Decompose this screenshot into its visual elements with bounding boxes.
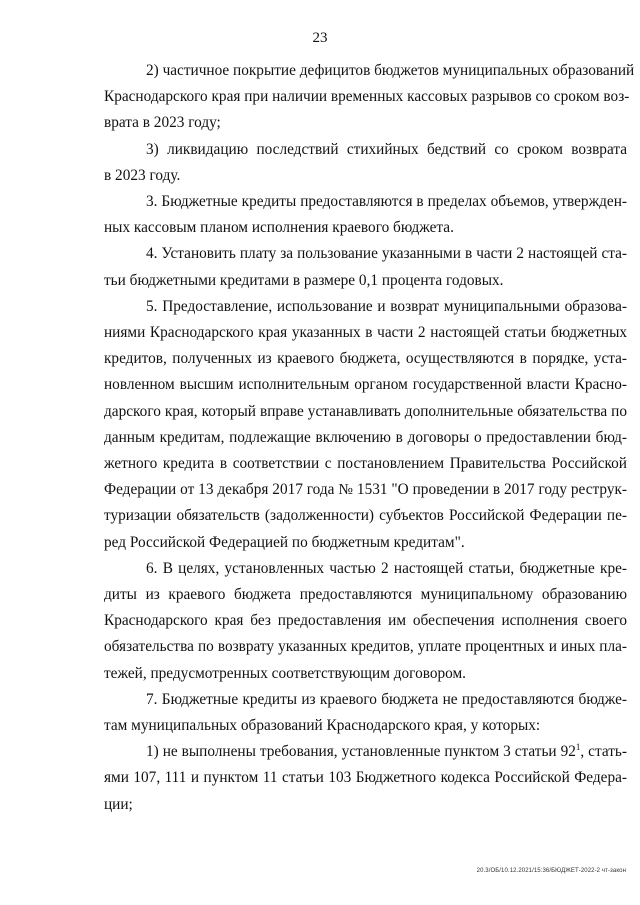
text-line: 5. Предоставление, использование и возврат муниципальными образова- <box>146 297 627 315</box>
text-segment: 1) не выполнены требования, установленные пунктом 3 статьи 92 <box>146 743 576 761</box>
text-line <box>104 739 627 765</box>
text-line: 7. Бюджетные кредиты из краевого бюджета не предоставляются бюдже- <box>146 690 627 708</box>
paragraph <box>104 189 627 241</box>
text-line: 4. Установить плату за пользование указанными в части 2 настоящей ста- <box>146 245 627 263</box>
text-line: Федерации от 13 декабря 2017 года № 1531 "О проведении в 2017 году реструк- <box>104 481 627 499</box>
paragraph <box>104 294 627 556</box>
text-line: тежей, предусмотренных соответствующим договором. <box>104 664 467 682</box>
paragraph <box>104 687 627 739</box>
text-line: диты из краевого бюджета предоставляются муниципальному образованию <box>104 586 627 604</box>
text-line: 3. Бюджетные кредиты предоставляются в пределах объемов, утвержден- <box>146 193 627 211</box>
text-line: Краснодарского края без предоставления им обеспечения исполнения своего <box>104 612 627 630</box>
text-line: ных кассовым планом исполнения краевого бюджета. <box>104 219 454 237</box>
text-line: там муниципальных образований Краснодарского края, у которых: <box>104 717 541 735</box>
text-line: ции; <box>104 795 133 813</box>
paragraph <box>104 739 627 818</box>
paragraph <box>104 241 627 293</box>
superscript: 1 <box>575 742 581 753</box>
text-line: дарского края, который вправе устанавливать дополнительные обязательства по <box>104 402 627 420</box>
text-line: ред Российской Федерацией по бюджетным кредитам". <box>104 533 465 551</box>
page-number: 23 <box>312 30 328 46</box>
paragraph <box>104 58 635 137</box>
document-body <box>104 58 635 818</box>
text-line: ниями Краснодарского края указанных в части 2 настоящей статьи бюджетных <box>104 324 627 342</box>
paragraph <box>104 556 627 687</box>
text-line: 2) частичное покрытие дефицитов бюджетов муниципальных образований <box>146 62 635 79</box>
text-line: в 2023 году. <box>104 166 181 184</box>
text-line: тьи бюджетными кредитами в размере 0,1 процента годовых. <box>104 271 504 289</box>
text-line: кредитов, полученных из краевого бюджета, осуществляются в порядке, уста- <box>104 350 627 368</box>
text-line: туризации обязательств (задолженности) субъектов Российской Федерации пе- <box>104 507 627 525</box>
text-line: новленном высшим исполнительным органом государственной власти Красно- <box>104 376 627 394</box>
text-line: Краснодарского края при наличии временных кассовых разрывов со сроком воз- <box>104 88 630 106</box>
footer-stamp: 20.3/ОБ/10.12.2021/15:36/БЮДЖЕТ-2022-2 чт-закон <box>476 868 626 874</box>
text-segment: , стать- <box>580 743 627 761</box>
text-line: жетного кредита в соответствии с постановлением Правительства Российской <box>104 455 627 473</box>
text-line: врата в 2023 году; <box>104 114 221 132</box>
text-line: 3) ликвидацию последствий стихийных бедствий со сроком возврата <box>146 140 627 158</box>
text-line: данным кредитам, подлежащие включению в договоры о предоставлении бюд- <box>104 428 627 446</box>
text-line: обязательства по возврату указанных кредитов, уплате процентных и иных пла- <box>104 638 627 656</box>
text-line: 6. В целях, установленных частью 2 настоящей статьи, бюджетные кре- <box>146 559 627 577</box>
paragraph <box>104 137 627 189</box>
text-line: ями 107, 111 и пунктом 11 статьи 103 Бюджетного кодекса Российской Федера- <box>104 769 627 787</box>
